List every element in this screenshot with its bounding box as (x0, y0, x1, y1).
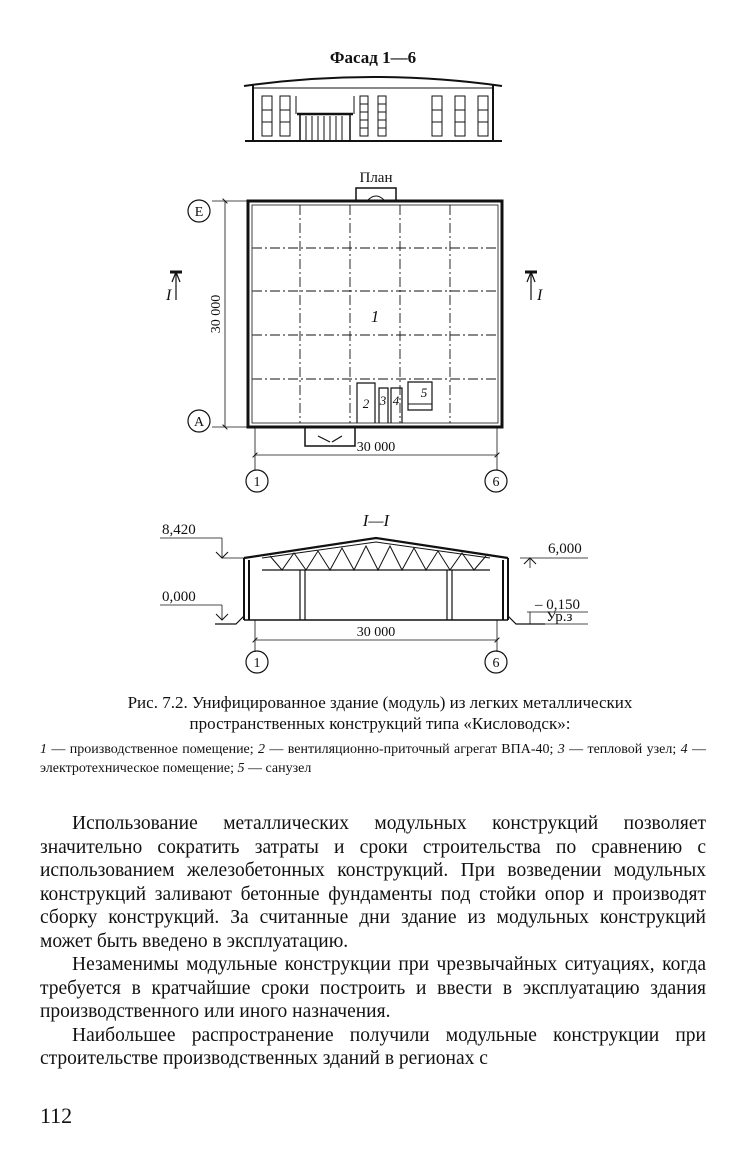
level-ground-label: – 0,150 (535, 597, 580, 613)
paragraph: Использование металлических модульных конструкций позволяет значительно сократить затраты и сроки строительства по сравнению с использованием железобетонных конструкций. При возведении модульных конструкций заливают бетонные фундаменты под стойки опор и производят сборку конструкций. За считанные дни здание из модульных конструкций может быть введено в эксплуатацию. (40, 813, 706, 952)
room-3-label: 3 (379, 393, 387, 408)
section-drawing (160, 538, 588, 673)
cut-mark-left: I (166, 287, 172, 304)
axis-e-label: Е (194, 205, 204, 220)
level-eaves-label: 6,000 (548, 541, 582, 557)
figure-caption: Рис. 7.2. Унифицированное здание (модуль) из легких металлических пространственных конструкций типа «Кисловодск»: (127, 693, 633, 733)
room-5-label: 5 (420, 385, 428, 400)
axis-1-label: 1 (253, 475, 261, 490)
axis-6-label: 6 (492, 475, 500, 490)
plan-drawing (170, 188, 537, 492)
ground-level-label: Ур.з (546, 609, 573, 625)
legend-item: 4 — электротехническое помещение; (40, 742, 707, 776)
facade-drawing (244, 77, 502, 141)
page-number: 112 (40, 1103, 73, 1128)
plan-horizontal-dimension: 30 000 (356, 440, 396, 455)
room-2-label: 2 (362, 396, 370, 411)
plan-vertical-dimension: 30 000 (209, 294, 224, 334)
level-ridge-label: 8,420 (162, 522, 196, 538)
room-4-label: 4 (392, 393, 400, 408)
legend-item: 5 — санузел (237, 761, 312, 776)
paragraph: Незаменимы модульные конструкции при чрезвычайных ситуациях, когда требуется в кратчайшие сроки построить и ввести в эксплуатацию здания производственного или иного назначения. (40, 954, 706, 1022)
cut-mark-right: I (537, 287, 543, 304)
plan-title: План (359, 170, 393, 186)
section-axis-1-label: 1 (253, 656, 261, 671)
legend-item: 2 — вентиляционно-приточный агрегат ВПА-40; (258, 742, 558, 757)
legend-item: 3 — тепловой узел; (557, 742, 681, 757)
section-axis-6-label: 6 (492, 656, 500, 671)
level-zero-label: 0,000 (162, 589, 196, 605)
facade-title: Фасад 1—6 (329, 48, 417, 67)
body-text (40, 812, 706, 1071)
room-1-label: 1 (370, 307, 380, 326)
section-title: I—I (362, 511, 390, 530)
paragraph: Наибольшее распространение получили модульные конструкции при строительстве производственных зданий в регионах с (40, 1024, 706, 1069)
axis-a-label: А (193, 415, 205, 430)
section-horizontal-dimension: 30 000 (356, 625, 396, 640)
legend-item: 1 — производственное помещение; (40, 742, 259, 757)
figure-legend (40, 740, 706, 778)
